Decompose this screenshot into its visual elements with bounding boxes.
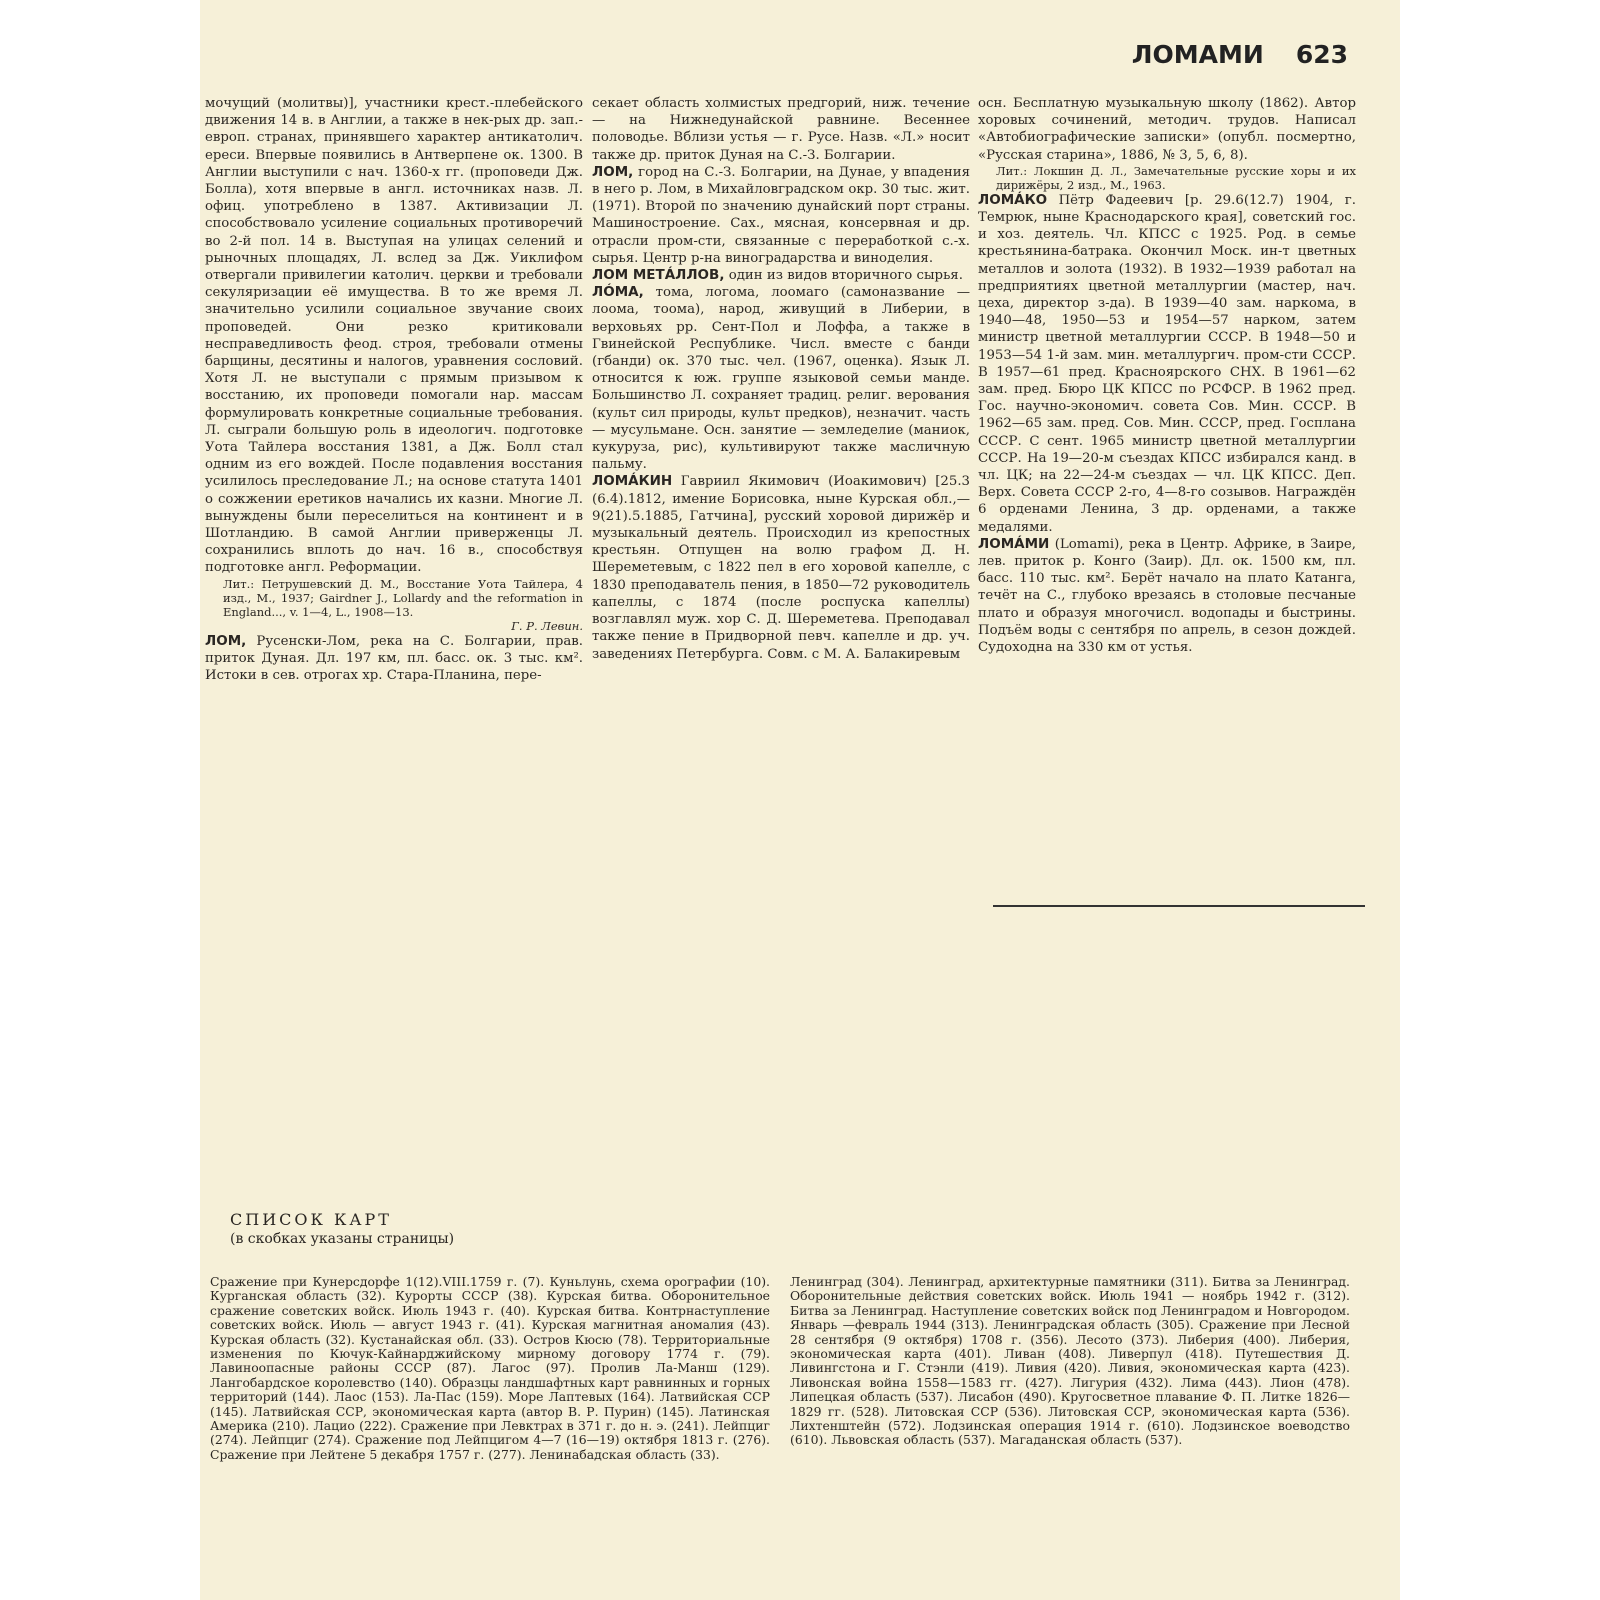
entry-text: Гавриил Якимович (Иоакимович) [25.3 (6.4).1812, имение Борисовка, ныне Курская обл.,—9(21).5.1885, Гатчина], русский хоровой дирижёр и музыкальный деятель. Происходил из крепостных крестьян. Отпущен на волю графом Д. Н. Шереметевым, с 1822 пел в его хоровой капелле, с 1830 преподаватель пения, в 1850—72 руководитель капеллы, с 1874 (после роспуска капеллы) возглавлял муж. хор С. Д. Шереметева. Преподавал также пение в Придворной певч. капелле и др. уч. заведениях Петербурга. Совм. с М. А. Балакиревым [592,474,971,662]
entry-lom-city [592,164,970,267]
entry-loma [592,284,970,473]
literature-note: Лит.: Локшин Д. Л., Замечательные русские хоры и их дирижёры, 2 изд., М., 1963. [996,163,1356,192]
headword: ЛОМÁМИ [978,535,1050,552]
page-number: 623 [1295,40,1348,69]
page-header [1132,40,1348,69]
text-column-3 [978,95,1356,656]
section-divider [993,905,1365,907]
article-lollards-body: мочущий (молитвы)], участники крест.-плебейского движения 14 в. в Англии, а также в нек-рых др. зап.-европ. странах, принявшего характер антикатолич. ереси. Впервые появились в Антверпене ок. 1300. В Англии выступили с нач. 1360-х гг. (проповеди Дж. Болла), хотя впервые в англ. источниках назв. Л. офиц. употреблено в 1387. Активизации Л. способствовало усиление социальных противоречий во 2-й пол. 14 в. Выступая на улицах селений и рыночных площадях, Л. вслед за Дж. Уиклифом отвергали привилегии католич. церкви и требовали секуляризации её имущества. В то же время Л. значительно усилили социальное звучание своих проповедей. Они резко критиковали несправедливость феод. строя, требовали отмены барщины, десятины и налогов, уравнения сословий. Хотя Л. не выступали с прямым призывом к восстанию, их проповеди помогали нар. массам формулировать конкретные социальные требования. Л. сыграли большую роль в идеологич. подготовке Уота Тайлера восстания 1381, а Дж. Болл стал одним из его вождей. После подавления восстания усилилось преследование Л.; на основе статута 1401 о сожжении еретиков начались их казни. Многие Л. вынуждены были переселиться на континент и в Шотландию. В самой Англии приверженцы Л. сохранились вплоть до нач. 16 в., способствуя подготовке англ. Реформации. [205,96,583,576]
maps-list-text: Сражение при Кунерсдорфе 1(12).VIII.1759 г. (7). Куньлунь, схема орографии (10). Курганская область (32). Курорты СССР (38). Курская битва. Оборонительное сражение советских войск. Июль 1943 г. (40). Курская битва. Контрнаступление советских войск. Июль — август 1943 г. (41). Курская магнитная аномалия (43). Курская область (32). Кустанайская обл. (33). Остров Кюсю (78). Территориальные изменения по Кючук-Кайнарджийскому мирному договору 1774 г. (79). Лавиноопасные районы СССР (87). Лагос (97). Пролив Ла-Манш (129). Лангобардское королевство (140). Образцы ландшафтных карт равнинных и горных территорий (144). Лаос (153). Ла-Пас (159). Море Лаптевых (164). Латвийская ССР (145). Латвийская ССР, экономическая карта (автор В. Р. Пурин) (145). Латинская Америка (210). Лацио (222). Сражение при Левктрах в 371 г. до н. э. (241). Лейпциг (274). Лейпциг (274). Сражение под Лейпцигом 4—7 (16—19) октября 1813 г. (276). Сражение при Лейтене 5 декабря 1757 г. (277). Ленинабадская область (33). [210,1274,770,1462]
entry-text: один из видов вторичного сырья. [728,268,963,284]
entry-text: тома, логома, лоомаго (самоназвание — лоома, тоома), народ, живущий в Либерии, в верховьях рр. Сент-Пол и Лоффа, а также в Гвинейской Республике. Числ. вместе с банди (гбанди) ок. 370 тыс. чел. (1967, оценка). Язык Л. относится к юж. группе языковой семьи манде. Большинство Л. сохраняет традиц. религ. верования (культ сил природы, культ предков), незначит. часть — мусульмане. Осн. занятие — земледелие (маниок, кукуруза, рис), культивируют также масличную пальму. [592,285,970,473]
headword: ЛОМÁКО [978,191,1048,208]
entry-text: Русенски-Лом, река на С. Болгарии, прав. приток Дуная. Дл. 197 км, пл. басс. ок. 3 тыс. км². Истоки в сев. отрогах хр. Стара-Планина, пере- [205,633,583,684]
author-signature: Г. Р. Левин. [511,618,583,633]
article-continuation: осн. Бесплатную музыкальную школу (1862). Автор хоровых сочинений, методич. трудов. Написал «Автобиографические записки» (опубл. посмертно, «Русская старина», 1886, № 3, 5, 6, 8). [978,96,1356,163]
entry-lomami [978,536,1356,656]
entry-text: (Lomami), река в Центр. Африке, в Заире, лев. приток р. Конго (Заир). Дл. ок. 1500 км, пл. басс. 110 тыс. км². Берёт начало на плато Катанга, течёт на С., глубоко врезаясь в столовые песчаные плато и образуя многочисл. водопады и быстрины. Подъём воды с сентября по апрель, в сезон дождей. Судоходна на 330 км от устья. [978,536,1356,656]
entry-lom-metallov [592,267,970,284]
headword: ЛÓМА, [592,284,644,301]
entry-text: Пётр Фадеевич [р. 29.6(12.7) 1904, г. Темрюк, ныне Краснодарского края], советский гос. и хоз. деятель. Чл. КПСС с 1925. Род. в семье крестьянина-батрака. Окончил Моск. ин-т цветных металлов и золота (1932). В 1932—1939 работал на предприятиях цветной металлургии (мастер, нач. цеха, директор з-да). В 1939—40 зам. наркома, в 1940—48, 1950—53 и 1954—57 нарком, затем министр цветной металлургии СССР. В 1948—50 и 1953—54 1-й зам. мин. металлургич. пром-сти СССР. В 1957—61 пред. Красноярского СНХ. В 1961—62 зам. пред. Бюро ЦК КПСС по РСФСР. В 1962 пред. Гос. научно-экономич. совета Сов. Мин. СССР. В 1962—65 зам. пред. Сов. Мин. СССР, пред. Госплана СССР. С сент. 1965 министр цветной металлургии СССР. На 19—20-м съездах КПСС избирался канд. в чл. ЦК; на 22—24-м съездах — чл. ЦК КПСС. Деп. Верх. Совета СССР 2-го, 4—8-го созывов. Награждён 6 орденами Ленина, 3 др. орденами, а также медалями. [978,192,1356,535]
entry-text: город на С.-З. Болгарии, на Дунае, у впадения в него р. Лом, в Михайловградском окр. 30 тыс. жит. (1971). Второй по значению дунайский порт страны. Машиностроение. Сах., мясная, консервная и др. отрасли пром-сти, связанные с переработкой с.-х. сырья. Центр р-на виноградарства и виноделия. [592,164,970,266]
entry-lomakin [592,473,970,662]
headword: ЛОМ, [205,632,247,649]
literature-note: Лит.: Петрушевский Д. М., Восстание Уота Тайлера, 4 изд., М., 1937; Gairdner J., Lollardy and the reformation in England..., v. 1—4, L., 1908—13. [223,576,583,619]
maps-list-subtitle: (в скобках указаны страницы) [230,1231,455,1247]
text-column-2 [592,95,970,663]
maps-list-title: СПИСОК КАРТ [230,1210,392,1229]
article-continuation: секает область холмистых предгорий, ниж. течение — на Нижнедунайской равнине. Весеннее половодье. Вблизи устья — г. Русе. Назв. «Л.» носит также др. приток Дуная на С.-З. Болгарии. [592,96,970,163]
running-head: ЛОМАМИ [1131,40,1264,69]
maps-list-column-2 [790,1275,1350,1448]
encyclopedia-page [200,0,1400,1600]
headword: ЛОМ, [592,163,634,180]
maps-list-text: Ленинград (304). Ленинград, архитектурные памятники (311). Битва за Ленинград. Оборонительные действия советских войск. Июль 1941 — ноябрь 1942 г. (312). Битва за Ленинград. Наступление советских войск под Ленинградом и Новгородом. Январь —февраль 1944 (313). Ленинградская область (305). Сражение при Лесной 28 сентября (9 октября) 1708 г. (356). Лесото (373). Либерия (400). Либерия, экономическая карта (401). Ливан (408). Ливерпул (418). Путешествия Д. Ливингстона и Г. Стэнли (419). Ливия (420). Ливия, экономическая карта (423). Ливонская война 1558—1583 гг. (427). Лигурия (432). Лима (443). Лион (478). Липецкая область (537). Лисабон (490). Кругосветное плавание Ф. П. Литке 1826—1829 гг. (528). Литовская ССР (536). Литовская ССР, экономическая карта (536). Лихтенштейн (572). Лодзинская операция 1914 г. (610). Лодзинское воеводство (610). Львовская область (537). Магаданская область (537). [790,1274,1350,1448]
maps-list-column-1 [210,1275,770,1462]
headword: ЛОМÁКИН [592,473,673,490]
headword: ЛОМ МЕТÁЛЛОВ, [592,267,725,284]
text-column-1 [205,95,583,684]
entry-lom-river [205,633,583,685]
entry-lomako [978,192,1356,536]
